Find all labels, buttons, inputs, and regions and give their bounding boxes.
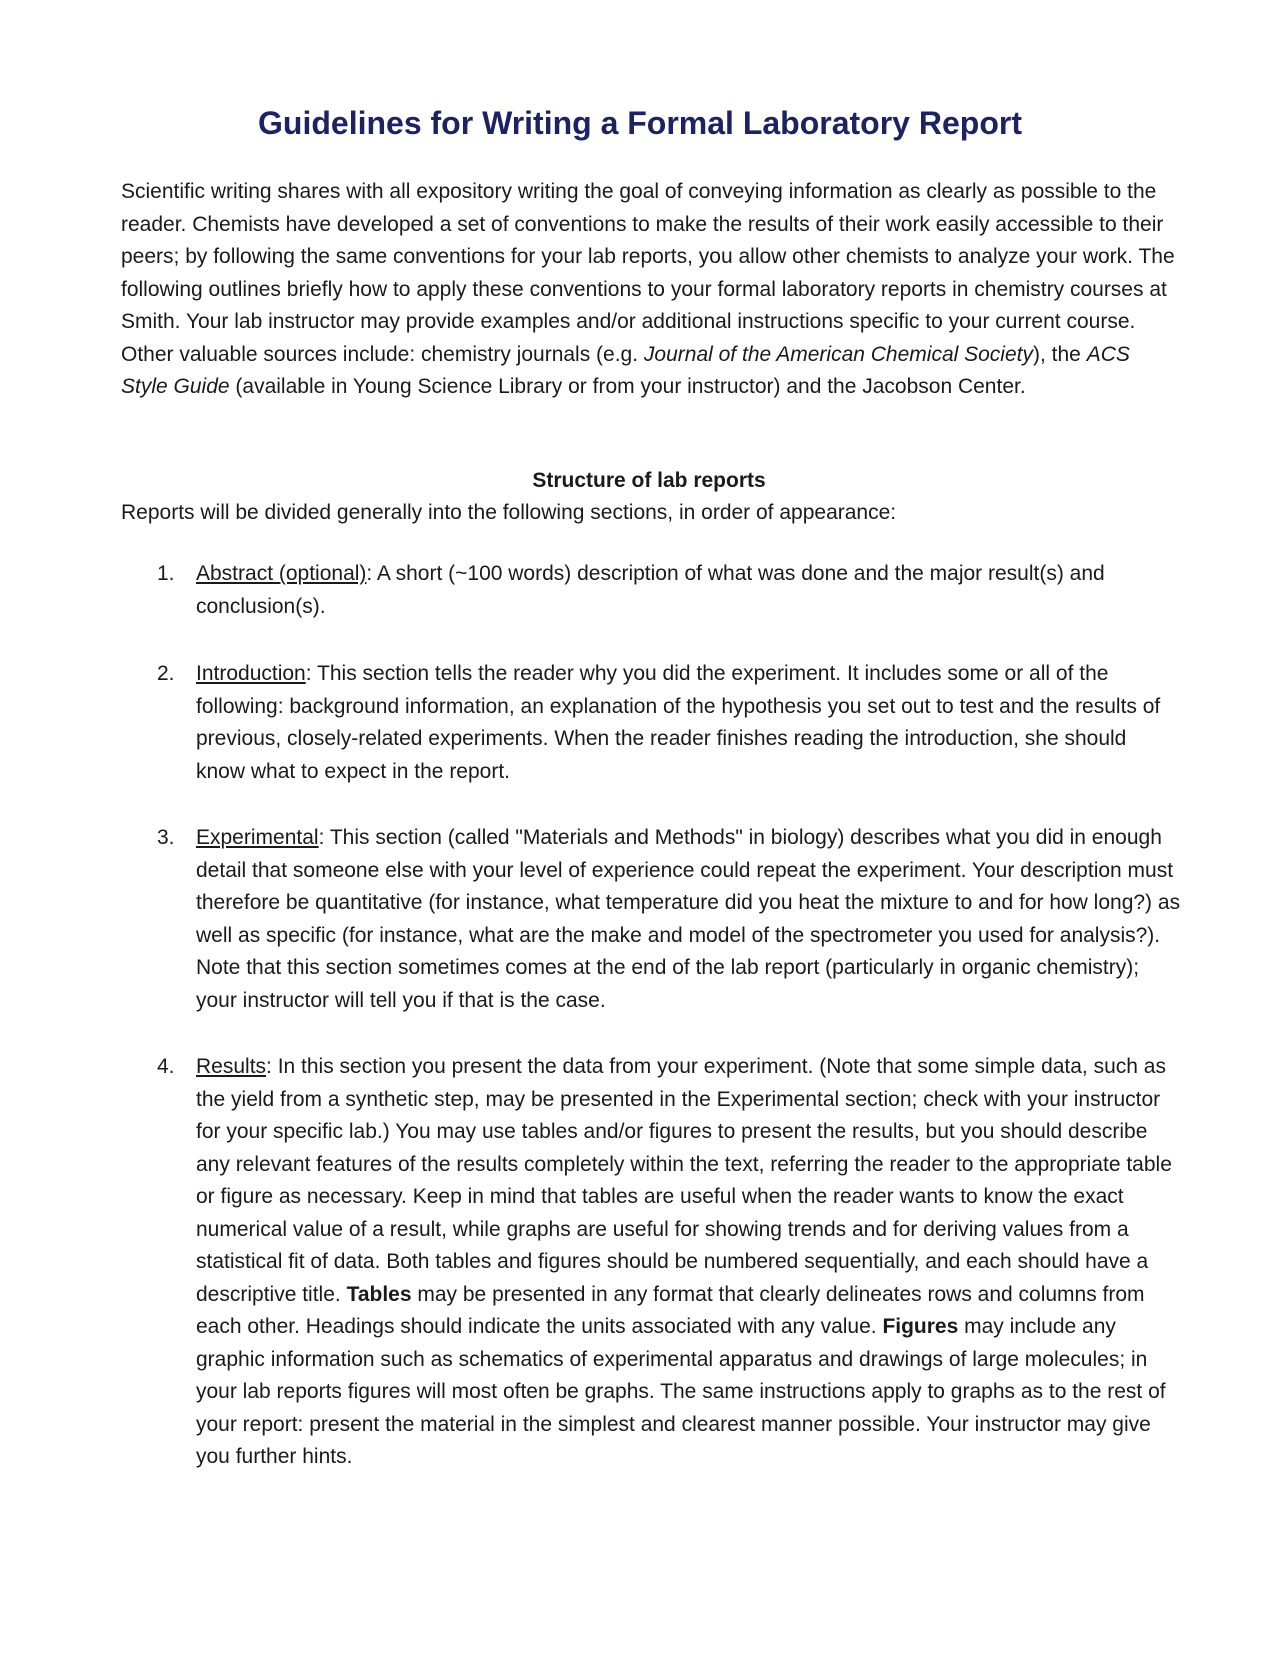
list-number: 2. [157,662,175,685]
results-description-b: may be presented in any format that clearly delineates rows and columns from each other. Headings should indicate the units associated with any value. [196,1282,1145,1338]
document-title: Guidelines for Writing a Formal Laboratory Report [258,105,1022,141]
structure-lead: Reports will be divided generally into the following sections, in order of appearance: [121,501,897,524]
list-item-introduction [121,658,1181,788]
list-number: 1. [157,562,175,585]
intro-text-part3: (available in Young Science Library or from your instructor) and the Jacobson Center. [229,375,1026,398]
results-description-a: : In this section you present the data from your experiment. (Note that some simple data, such as the yield from a synthetic step, may be presented in the Experimental section; check with your instructor for your specific lab.) You may use tables and/or figures to present the results, but you should describe any relevant features of the results completely within the text, referring the reader to the appropriate table or figure as necessary. Keep in mind that tables are useful when the reader wants to know the exact numerical value of a result, while graphs are useful for showing trends and for deriving values from a statistical fit of data. Both tables and figures should be numbered sequentially, and each should have a descriptive title. [196,1055,1172,1306]
intro-paragraph [121,176,1181,404]
term-abstract: Abstract (optional) [196,562,367,585]
introduction-description: : This section tells the reader why you did the experiment. It includes some or all of the following: background information, an explanation of the hypothesis you set out to test and the results of previous, closely-related experiments. When the reader finishes reading the introduction, she should know what to expect in the report. [196,662,1161,783]
list-item-abstract [121,558,1181,623]
term-experimental: Experimental [196,826,319,849]
list-item-experimental [121,822,1181,1017]
intro-text-part2: ), the [1033,342,1087,366]
results-description-c: may include any graphic information such as schematics of experimental apparatus and drawings of large molecules; in your lab reports figures will most often be graphs. The same instructions apply to graphs as to the rest of your report: present the material in the simplest and clearest manner possible. Your instructor may give you further hints. [196,1315,1166,1468]
experimental-description: : This section (called "Materials and Methods" in biology) describes what you did in enough detail that someone else with your level of experience could repeat the experiment. Your description must therefore be quantitative (for instance, what temperature did you heat the mixture to and for how long?) as well as specific (for instance, what are the make and model of the spectrometer you used for analysis?). Note that this section sometimes comes at the end of the lab report (particularly in organic chemistry); your instructor will tell you if that is the case. [196,826,1181,1012]
list-item-text [196,658,1181,788]
bold-tables: Tables [346,1282,412,1306]
style-guide-name: ACS Style Guide [121,342,1130,398]
list-number: 4. [157,1055,175,1078]
intro-text-part1: Scientific writing shares with all expository writing the goal of conveying information as clearly as possible to the reader. Chemists have developed a set of conventions to make the results of their work easily accessible to their peers; by following the same conventions for your lab reports, you allow other chemists to analyze your work. The following outlines briefly how to apply these conventions to your formal laboratory reports in chemistry courses at Smith. Your lab instructor may provide examples and/or additional instructions specific to your current course. Other valuable sources include: chemistry journals (e.g. [121,180,1175,366]
list-number: 3. [157,826,175,849]
bold-figures: Figures [882,1315,959,1338]
list-item-results [121,1051,1181,1474]
term-results: Results [196,1055,267,1078]
list-item-text [196,1051,1181,1474]
term-introduction: Introduction [196,662,306,685]
journal-name: Journal of the American Chemical Society [643,342,1033,366]
section-heading: Structure of lab reports [532,469,766,492]
list-item-text [196,558,1181,623]
list-item-text [196,822,1181,1017]
abstract-description: : A short (~100 words) description of what was done and the major result(s) and conclusion(s). [196,562,1105,618]
